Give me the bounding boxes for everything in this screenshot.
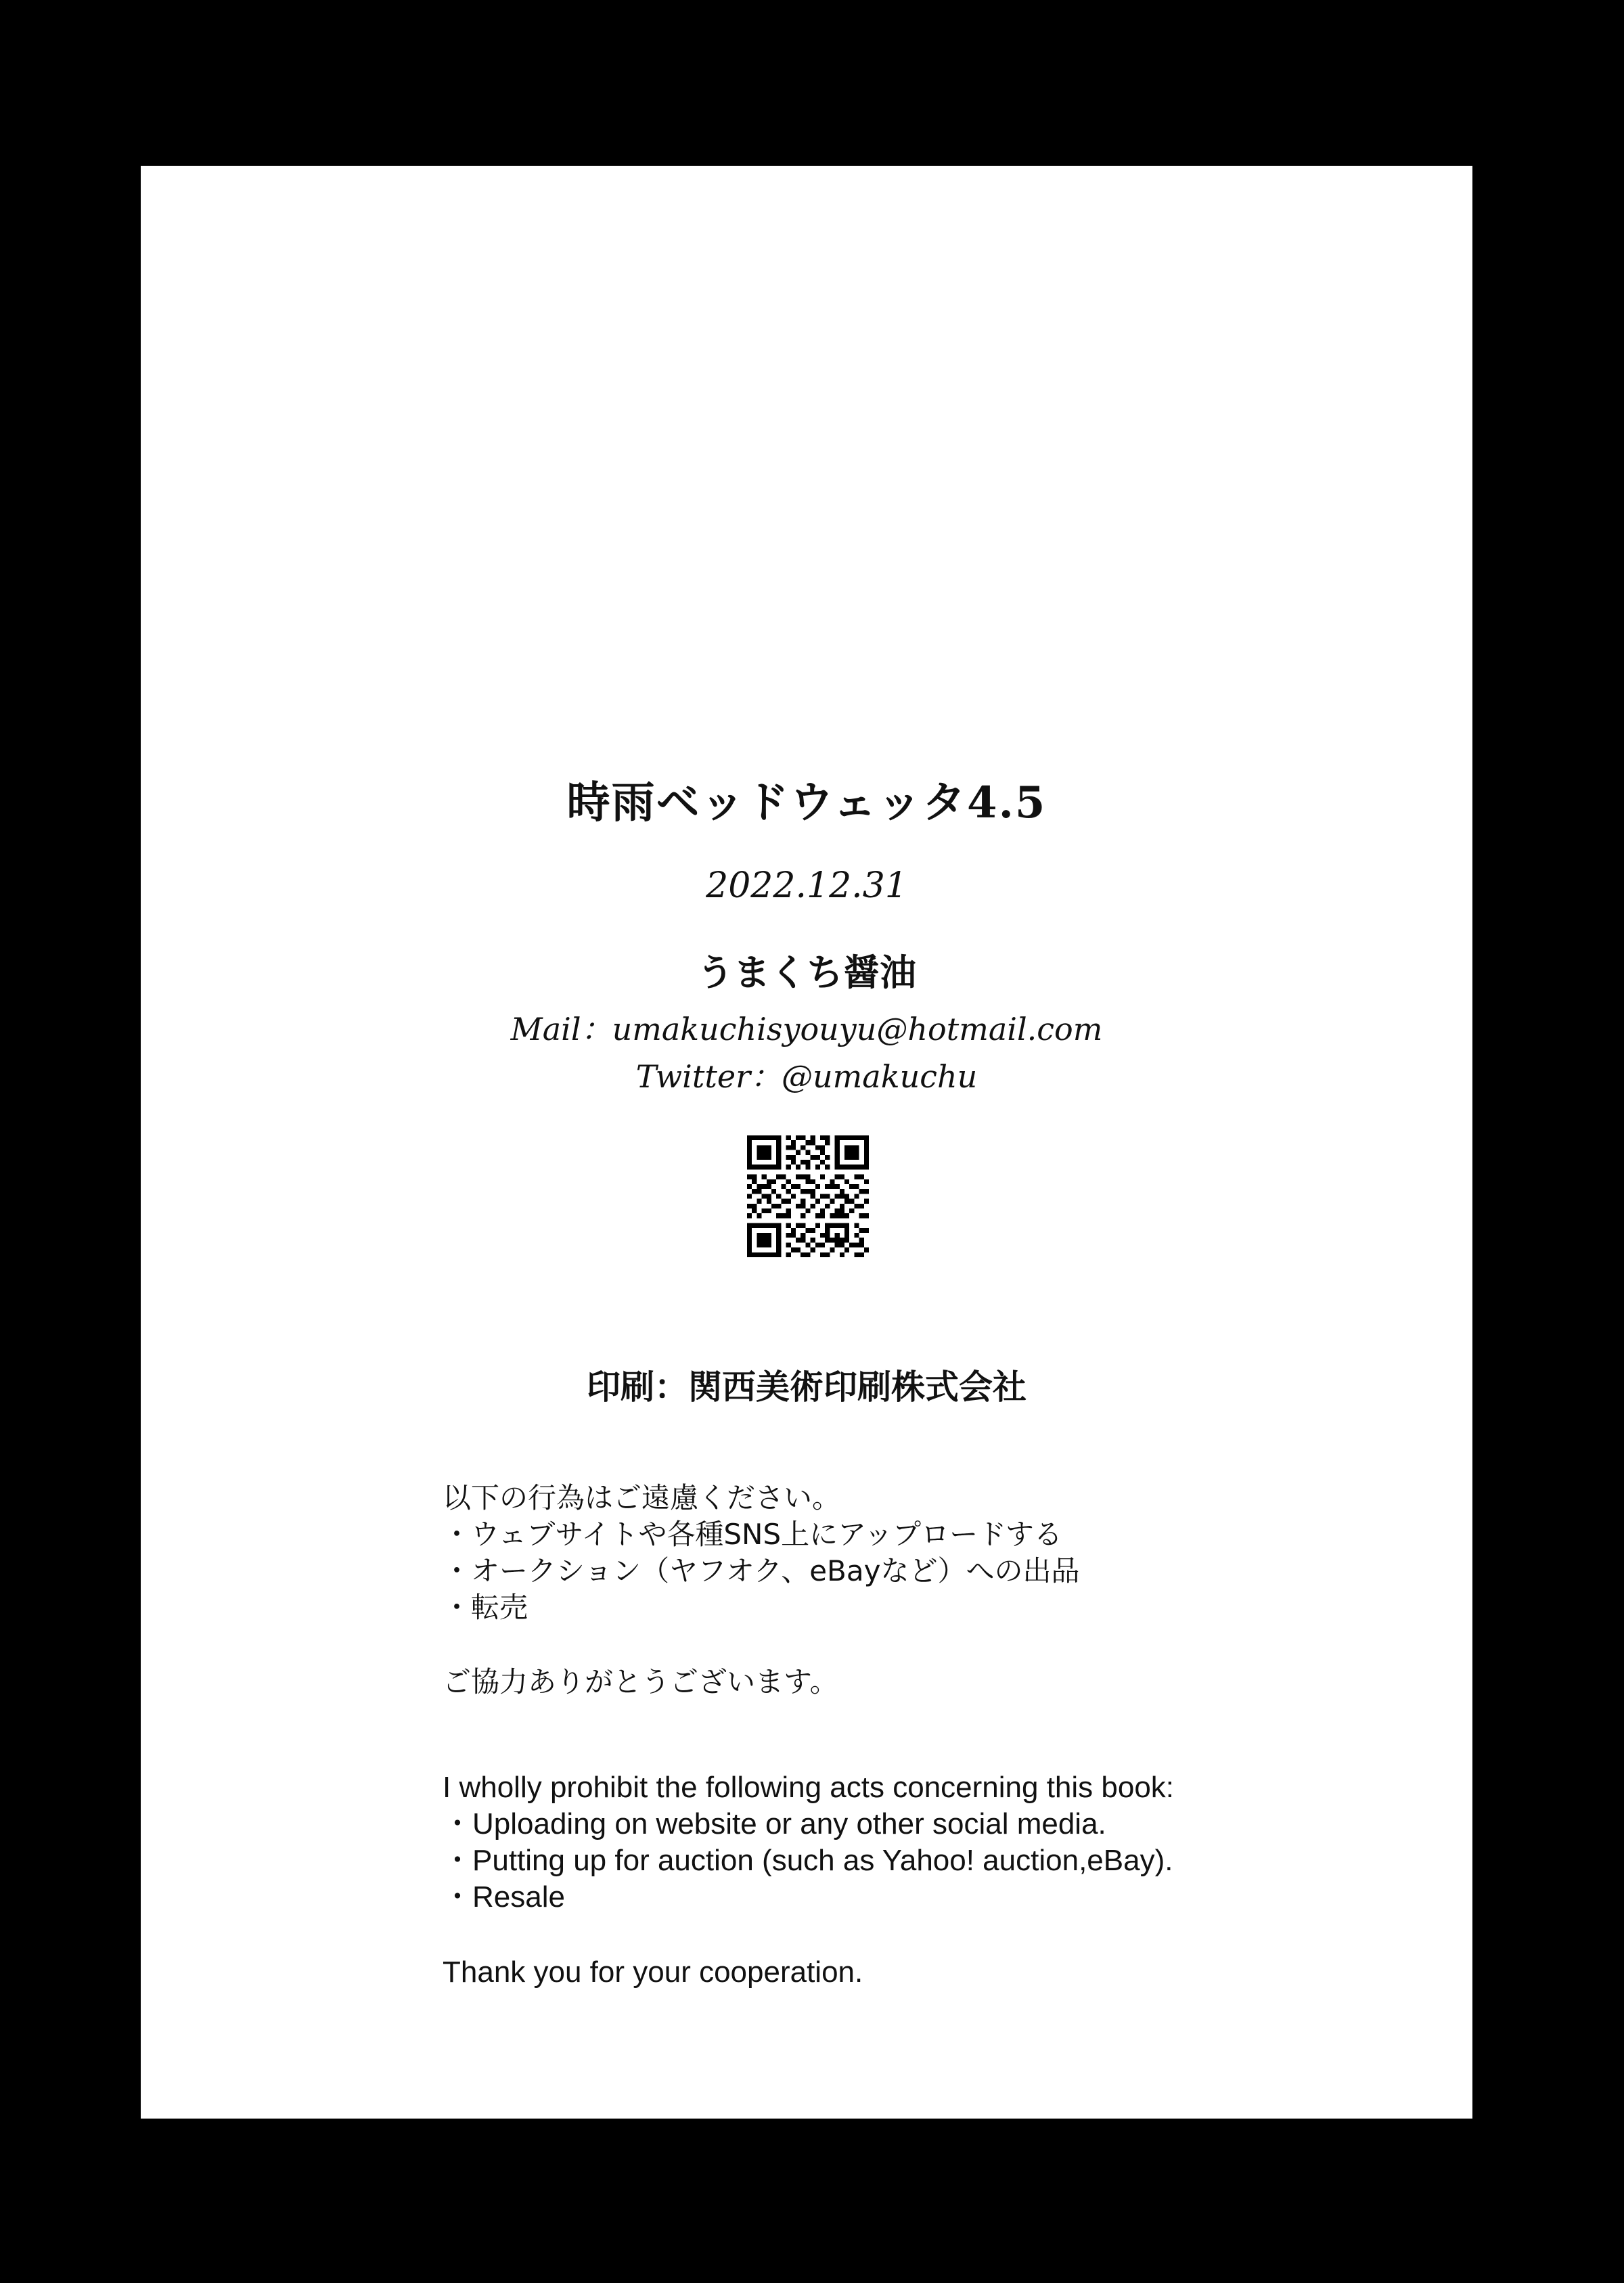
prohibition-notice-en — [443, 1769, 1174, 1916]
notice-jp-line: 以下の行為はご遠慮ください。 — [443, 1481, 841, 1514]
printer-credit: 印刷：関西美術印刷株式会社 — [587, 1367, 1027, 1407]
notice-jp-line: ・ウェブサイトや各種SNS上にアップロードする — [443, 1518, 1062, 1551]
contact-twitter: Twitter：@umakuchu — [635, 1058, 978, 1095]
notice-jp-line: ・オークション（ヤフオク、eBayなど）への出品 — [443, 1554, 1080, 1587]
notice-jp-line: ・転売 — [443, 1591, 528, 1624]
circle-name: うまくち醤油 — [697, 951, 916, 994]
notice-en-line: ・Putting up for auction (such as Yahoo! auction,eBay). — [443, 1844, 1173, 1877]
thanks-en: Thank you for your cooperation. — [443, 1956, 863, 1989]
notice-en-line: ・Resale — [443, 1880, 565, 1914]
qr-code-icon — [747, 1135, 869, 1257]
notice-en-line: ・Uploading on website or any other social media. — [443, 1807, 1106, 1840]
notice-en-line: I wholly prohibit the following acts concerning this book: — [443, 1771, 1175, 1804]
prohibition-notice-jp — [443, 1480, 1079, 1626]
publication-date: 2022.12.31 — [706, 865, 907, 906]
thanks-jp: ご協力ありがとうございます。 — [443, 1665, 838, 1698]
book-title: 時雨ベッドウェッタ4.5 — [566, 777, 1047, 828]
colophon-page — [141, 166, 1472, 2119]
contact-mail: Mail：umakuchisyouyu@hotmail.com — [510, 1011, 1103, 1047]
